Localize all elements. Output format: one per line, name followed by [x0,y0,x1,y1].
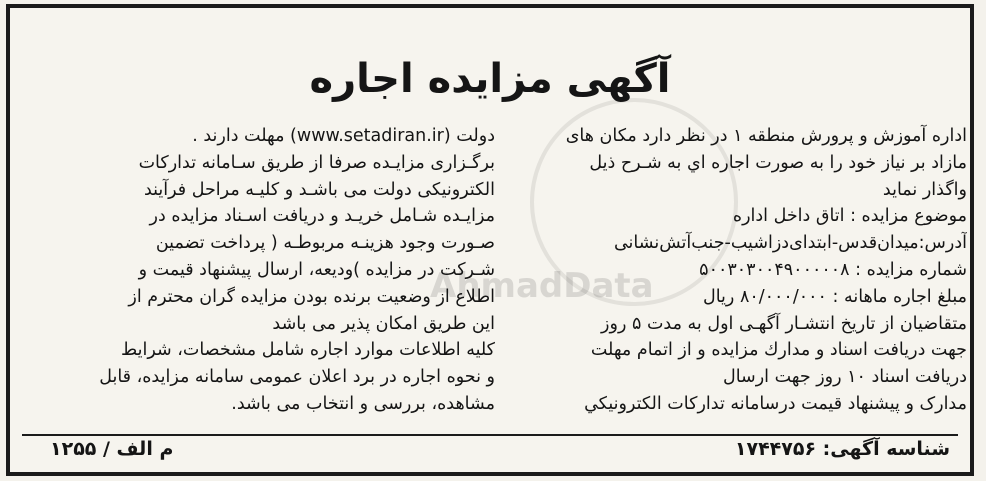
notice-line: این طریق امکان پذیر می باشد [272,313,495,334]
notice-line: مزایـده شـامل خریـد و دریافت اسـناد مزایده در [149,206,495,227]
notice-line: متقاضیان از تاریخ انتشـار آگهـی اول به مدت ۵ روز [601,313,967,334]
notice-line: برگـزاری مزایـده صرفا از طریق سـامانه تدارکات [138,152,495,173]
ad-id: شناسه آگهی: ۱۷۴۴۷۵۶ [734,438,950,460]
ad-code: م الف / ۱۲۵۵ [50,438,174,460]
notice-line: دولت (www.setadiran.ir) مهلت دارند . [192,126,495,146]
notice-line: واگذار نماید [882,179,967,200]
footer-divider [22,434,958,436]
notice-line: صـورت وجود هزینـه مربوطـه ( پرداخت تضمین [155,233,495,254]
notice-line: مدارک و پیشنهاد قیمت درسامانه تدارکات الکترونیکي [584,393,967,414]
notice-line: مبلغ اجاره ماهانه : ۸۰/۰۰۰/۰۰۰ ریال [703,286,967,307]
notice-left-column [45,123,495,418]
notice-line: اطلاع از وضعیت برنده بودن مزایده گران محترم از [128,286,495,307]
notice-frame [6,4,974,476]
notice-line: اداره آموزش و پرورش منطقه ۱ در نظر دارد مکان های [565,126,967,146]
notice-right-column [515,123,967,418]
notice-line: مشاهده، بررسی و انتخاب می باشد. [231,393,495,414]
notice-line: آدرس:میدان‌قدس-ابتدای‌دزاشیب-جنب‌آتش‌نشانی [613,233,967,254]
notice-line: مازاد بر نیاز خود را به صورت اجاره اي به شـرح ذیل [589,152,967,173]
watermark-text: AhmadData [430,266,654,306]
notice-line: موضوع مزایده : اتاق داخل اداره [732,206,967,227]
notice-line: الکترونیکی دولت می باشـد و کلیـه مراحل فرآیند [143,179,495,200]
notice-line: و نحوه اجاره در برد اعلان عمومی سامانه مزایده، قابل [99,367,495,388]
notice-line: جهت دریافت اسناد و مدارك مزایده و از اتمام مهلت [590,340,967,361]
notice-line: دریافت اسناد ۱۰ روز جهت ارسال [722,367,967,388]
notice-line: شـرکت در مزایده )ودیعه، ارسال پیشنهاد قیمت و [138,259,495,280]
notice-line: شماره مزایده : ۵۰۰۳۰۳۰۰۴۹۰۰۰۰۰۸ [699,259,967,280]
notice-line: کلیه اطلاعات موارد اجاره شامل مشخصات، شرایط [121,340,495,361]
notice-title: آگهی مزایده اجاره [309,56,671,102]
